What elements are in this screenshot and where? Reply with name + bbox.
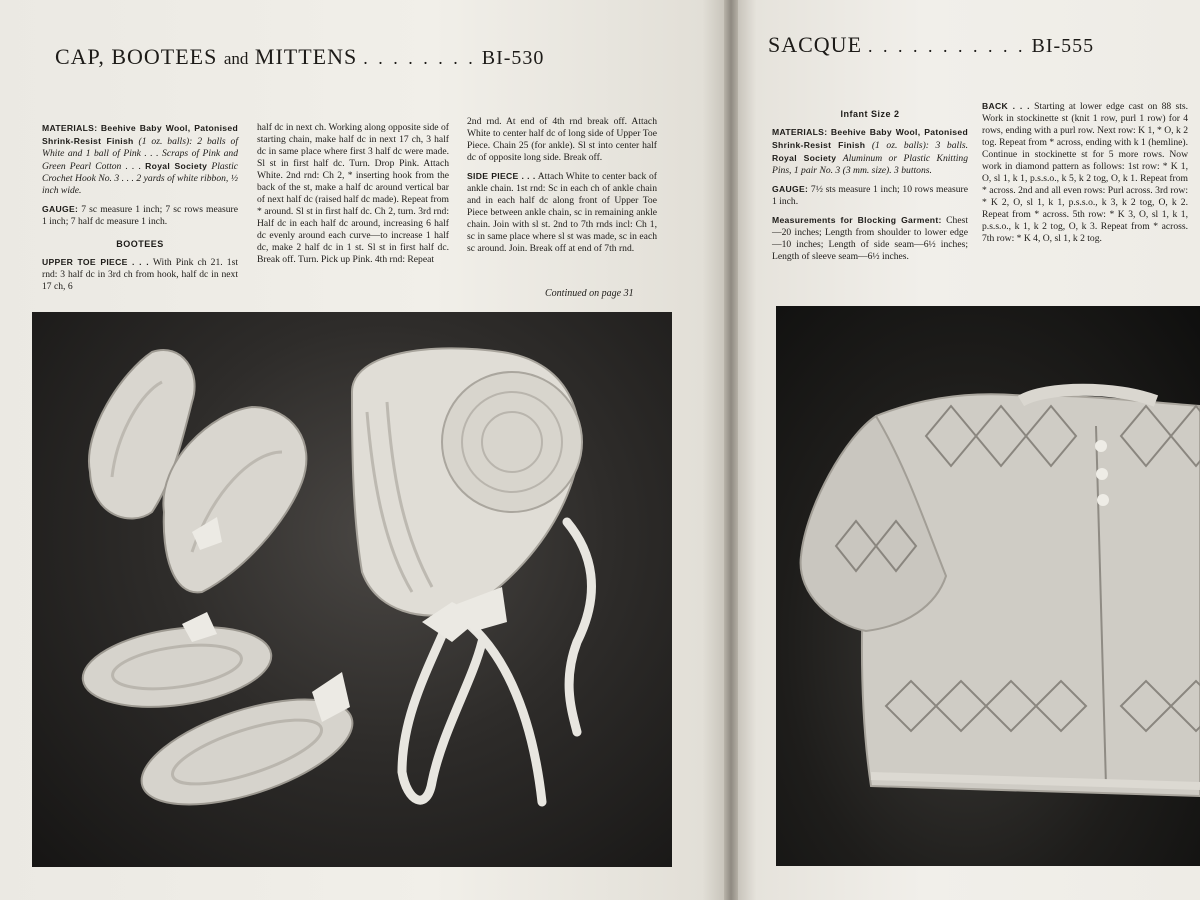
left-column-3 [467,116,657,261]
left-column-1 [42,122,238,299]
button [1095,440,1107,452]
gauge-paragraph-right: GAUGE: 7½ sts measure 1 inch; 10 rows measure 1 inch. [772,184,968,207]
instructions-paragraph: half dc in next ch. Working along opposite side of starting chain, make half dc in next 17 ch, 3 half dc in same place where first 3 half dc were made. Sl st in first half dc. Turn. Drop Pink. Attach White. 2nd rnd: Ch 2, * inserting hook from the back of the st, make a half dc around vertical bar of next half dc (raised half dc made). Repeat from * around. Sl st in first half dc. Ch 2, turn. 3rd rnd: Half dc in each half dc around, increasing 6 half dc evenly around each curve—to increase 1 half dc, make 2 half dc in 1 st. Sl st in first half dc. Break off. Turn. Pick up Pink. 4th rnd: Repeat [257,122,449,265]
bootees-bonnet-photo [32,312,672,867]
right-column-1 [772,108,968,269]
right-column-2 [982,100,1188,251]
materials-paragraph: MATERIALS: Beehive Baby Wool, Patonised Shrink-Resist Finish (1 oz. balls): 2 balls of White and 1 ball of Pink . . . Scraps of Pink and Green Pearl Cotton . . . Royal Society Plastic Crochet Hook No. 3 . . . 2 yards of white ribbon, ½ inch wide. [42,123,238,196]
left-column-2 [257,122,449,272]
left-page-title: CAP, BOOTEES and MITTENS [55,44,358,69]
upper-toe-paragraph: UPPER TOE PIECE . . . With Pink ch 21. 1st rnd: 3 half dc in 3rd ch from hook, half dc in next 17 ch, 6 [42,257,238,292]
title-leader-dots-right: . . . . . . . . . . . [868,36,1026,56]
bootees-bonnet-illustration [32,312,672,867]
materials-paragraph-right: MATERIALS: Beehive Baby Wool, Patonised Shrink-Resist Finish (1 oz. balls): 3 balls. Royal Society Aluminum or Plastic Knitting Pins, 1 pair No. 3 (3 mm. size). 3 buttons. [772,127,969,176]
book-gutter [724,0,738,900]
instructions-paragraph-cont: 2nd rnd. At end of 4th rnd break off. Attach White to center half dc of long side of Upper Toe Piece. Chain 25 (for ankle). Sl st into center half dc of opposite long side. Break off. [467,116,657,163]
sacque-illustration [776,306,1200,866]
size-heading: Infant Size 2 [840,109,900,119]
sacque-photo [776,306,1200,866]
section-heading-bootees: BOOTEES [116,239,164,249]
back-paragraph: BACK . . . Starting at lower edge cast on 88 sts. Work in stockinette st (knit 1 row, purl 1 row) for 4 rows, ending with a purl row. Next row: K 1, * O, k 2 tog. Repeat from * across, ending with k 1 (hemline). Continue in stockinette st for 5 more rows. Now work in diamond pattern as follows: 1st row: * K 1, O, sl 1, k 1, p.s.s.o., k 5, k 2 tog, O, k 1. Repeat from * across. 2nd and all even rows: Purl across. 3rd row: * K 2, O, sl 1, k 1, p.s.s.o., k 3, k 2 tog, O, k 2. Repeat from * across. 5th row: * K 3, O, sl 1, k 1, p.s.s.o., k 1, k 2 tog, O, k 3. Repeat from * across. 7th row: * K 4, O, sl 1, k 2 tog. [982,101,1188,244]
measurements-paragraph: Measurements for Blocking Garment: Chest—20 inches; Length from shoulder to lower edge—10 inches; Length of side seam—6½ inches; Length of sleeve seam—6½ inches. [772,215,968,262]
side-piece-paragraph: SIDE PIECE . . . Attach White to center back of ankle chain. 1st rnd: Sc in each ch of ankle chain and in each half dc along front of Upper Toe Piece between ankle chain, sc in remaining ankle chain. Join with sl st. 2nd to 7th rnds incl: Ch 1, sc in same place where sl st was made, sc in each sc around. Join. Break off at end of 7th rnd. [467,171,657,254]
right-page-title: SACQUE [768,32,863,57]
right-page [738,0,1200,900]
pattern-code-right: BI-555 [1031,35,1095,57]
gauge-paragraph: GAUGE: 7 sc measure 1 inch; 7 sc rows measure 1 inch; 7 half dc measure 1 inch. [42,204,238,227]
pattern-code: BI-530 [481,47,545,69]
right-title-row [768,32,1094,58]
title-leader-dots: . . . . . . . . [363,48,476,68]
continued-note: Continued on page 31 [545,288,634,299]
left-title-row [55,44,544,70]
